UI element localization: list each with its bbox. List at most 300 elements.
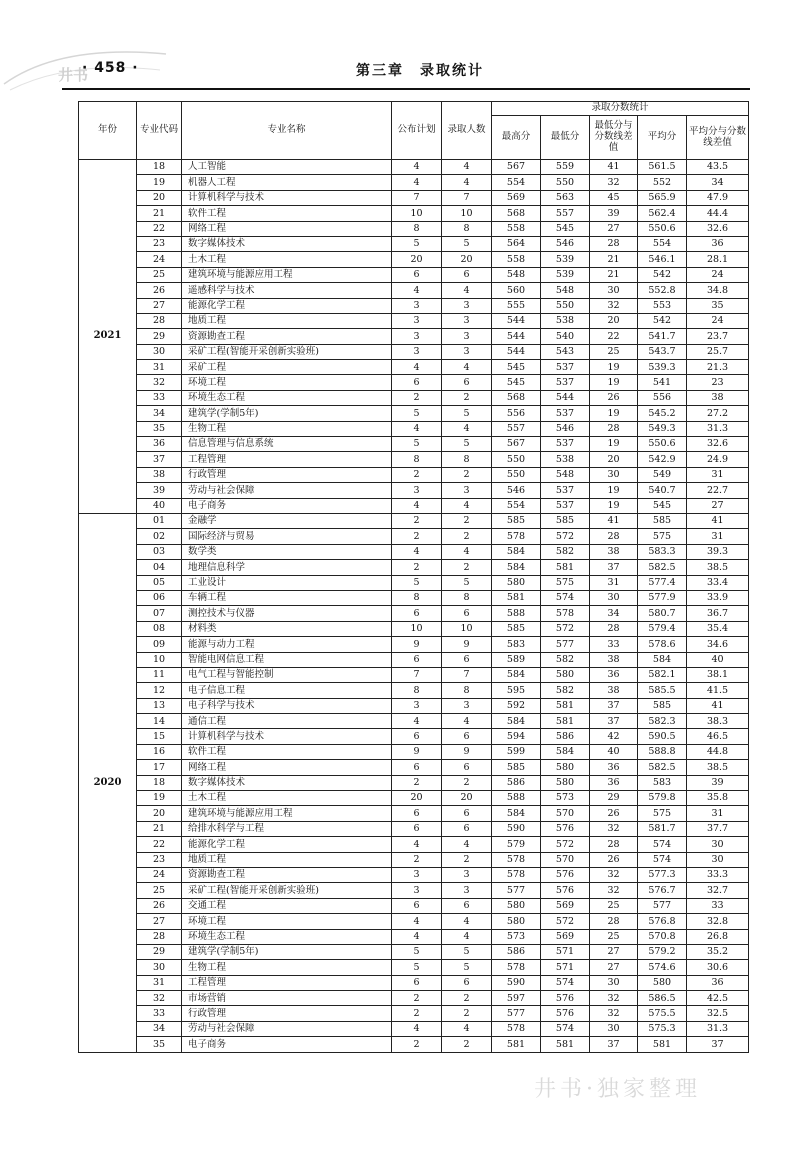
major-code-cell: 33 [137, 390, 182, 405]
major-code-cell: 21 [137, 206, 182, 221]
major-name-cell: 材料类 [182, 621, 392, 636]
major-name-cell: 电子商务 [182, 498, 392, 513]
min-diff-cell: 28 [590, 837, 638, 852]
admitted-cell: 2 [442, 560, 492, 575]
planned-cell: 5 [392, 944, 442, 959]
avg-diff-cell: 36 [687, 975, 749, 990]
chapter-title: 第三章 录取统计 [356, 63, 484, 79]
table-row [79, 175, 749, 190]
table-row [79, 267, 749, 282]
major-code-cell: 30 [137, 344, 182, 359]
avg-score-cell: 577.9 [638, 590, 687, 605]
table-row [79, 791, 749, 806]
major-code-cell: 34 [137, 406, 182, 421]
major-code-cell: 20 [137, 190, 182, 205]
planned-cell: 4 [392, 914, 442, 929]
avg-score-cell: 576.7 [638, 883, 687, 898]
table-row [79, 437, 749, 452]
min-diff-cell: 28 [590, 236, 638, 251]
major-code-cell: 19 [137, 791, 182, 806]
planned-cell: 4 [392, 929, 442, 944]
avg-diff-cell: 43.5 [687, 160, 749, 175]
planned-cell: 4 [392, 160, 442, 175]
table-row [79, 729, 749, 744]
admitted-cell: 6 [442, 821, 492, 836]
major-name-cell: 人工智能 [182, 160, 392, 175]
planned-cell: 2 [392, 560, 442, 575]
planned-cell: 5 [392, 236, 442, 251]
page-number: · 458 · [82, 60, 139, 76]
max-score-cell: 597 [492, 991, 541, 1006]
max-score-cell: 564 [492, 236, 541, 251]
table-row [79, 914, 749, 929]
table-row [79, 714, 749, 729]
table-row [79, 529, 749, 544]
min-diff-cell: 27 [590, 960, 638, 975]
min-diff-cell: 30 [590, 975, 638, 990]
header-planned: 公布计划 [392, 102, 442, 160]
avg-diff-cell: 35.4 [687, 621, 749, 636]
major-code-cell: 16 [137, 744, 182, 759]
major-code-cell: 18 [137, 775, 182, 790]
min-score-cell: 544 [541, 390, 590, 405]
header-score-group: 录取分数统计 [492, 102, 749, 116]
major-code-cell: 30 [137, 960, 182, 975]
min-diff-cell: 37 [590, 714, 638, 729]
major-code-cell: 35 [137, 421, 182, 436]
avg-score-cell: 582.1 [638, 667, 687, 682]
table-row [79, 160, 749, 175]
admitted-cell: 4 [442, 914, 492, 929]
planned-cell: 3 [392, 313, 442, 328]
major-name-cell: 交通工程 [182, 898, 392, 913]
avg-diff-cell: 31.3 [687, 421, 749, 436]
admitted-cell: 5 [442, 960, 492, 975]
major-name-cell: 采矿工程 [182, 360, 392, 375]
table-row [79, 867, 749, 882]
major-code-cell: 08 [137, 621, 182, 636]
min-diff-cell: 34 [590, 606, 638, 621]
max-score-cell: 578 [492, 529, 541, 544]
avg-diff-cell: 28.1 [687, 252, 749, 267]
avg-diff-cell: 44.8 [687, 744, 749, 759]
min-diff-cell: 33 [590, 637, 638, 652]
table-row [79, 221, 749, 236]
table-header [79, 102, 749, 160]
header-avg: 平均分 [638, 116, 687, 160]
table-row [79, 775, 749, 790]
avg-diff-cell: 46.5 [687, 729, 749, 744]
major-name-cell: 工程管理 [182, 452, 392, 467]
table-row [79, 467, 749, 482]
min-diff-cell: 20 [590, 452, 638, 467]
major-name-cell: 计算机科学与技术 [182, 190, 392, 205]
table-body [79, 160, 749, 1053]
max-score-cell: 584 [492, 560, 541, 575]
avg-diff-cell: 36 [687, 236, 749, 251]
major-name-cell: 市场营销 [182, 991, 392, 1006]
table-row [79, 991, 749, 1006]
admitted-cell: 3 [442, 483, 492, 498]
major-code-cell: 23 [137, 236, 182, 251]
table-row [79, 283, 749, 298]
planned-cell: 20 [392, 791, 442, 806]
major-code-cell: 33 [137, 1006, 182, 1021]
avg-diff-cell: 37 [687, 1037, 749, 1052]
major-name-cell: 环境工程 [182, 914, 392, 929]
avg-score-cell: 576.8 [638, 914, 687, 929]
max-score-cell: 584 [492, 667, 541, 682]
major-code-cell: 31 [137, 975, 182, 990]
min-score-cell: 574 [541, 1021, 590, 1036]
planned-cell: 3 [392, 883, 442, 898]
avg-score-cell: 574 [638, 852, 687, 867]
major-name-cell: 建筑学(学制5年) [182, 944, 392, 959]
major-name-cell: 建筑环境与能源应用工程 [182, 267, 392, 282]
max-score-cell: 583 [492, 637, 541, 652]
avg-score-cell: 579.2 [638, 944, 687, 959]
table-row [79, 637, 749, 652]
min-diff-cell: 38 [590, 544, 638, 559]
min-diff-cell: 32 [590, 867, 638, 882]
min-score-cell: 570 [541, 852, 590, 867]
min-diff-cell: 19 [590, 360, 638, 375]
avg-score-cell: 574.6 [638, 960, 687, 975]
major-code-cell: 13 [137, 698, 182, 713]
admitted-cell: 4 [442, 498, 492, 513]
major-name-cell: 采矿工程(智能开采创新实验班) [182, 883, 392, 898]
avg-score-cell: 539.3 [638, 360, 687, 375]
min-diff-cell: 32 [590, 1006, 638, 1021]
min-score-cell: 570 [541, 806, 590, 821]
avg-diff-cell: 27 [687, 498, 749, 513]
major-code-cell: 02 [137, 529, 182, 544]
avg-diff-cell: 30.6 [687, 960, 749, 975]
admitted-cell: 4 [442, 283, 492, 298]
min-diff-cell: 38 [590, 683, 638, 698]
admitted-cell: 6 [442, 975, 492, 990]
avg-diff-cell: 44.4 [687, 206, 749, 221]
min-score-cell: 572 [541, 529, 590, 544]
max-score-cell: 580 [492, 914, 541, 929]
planned-cell: 5 [392, 575, 442, 590]
avg-score-cell: 541.7 [638, 329, 687, 344]
avg-diff-cell: 35 [687, 298, 749, 313]
major-code-cell: 25 [137, 267, 182, 282]
admitted-cell: 20 [442, 252, 492, 267]
major-code-cell: 31 [137, 360, 182, 375]
major-code-cell: 29 [137, 329, 182, 344]
min-score-cell: 574 [541, 590, 590, 605]
major-code-cell: 05 [137, 575, 182, 590]
admitted-cell: 5 [442, 575, 492, 590]
major-name-cell: 土木工程 [182, 791, 392, 806]
avg-score-cell: 577.4 [638, 575, 687, 590]
major-code-cell: 12 [137, 683, 182, 698]
avg-score-cell: 580 [638, 975, 687, 990]
major-code-cell: 09 [137, 637, 182, 652]
major-name-cell: 劳动与社会保障 [182, 483, 392, 498]
admitted-cell: 2 [442, 529, 492, 544]
admitted-cell: 7 [442, 190, 492, 205]
header-year: 年份 [79, 102, 137, 160]
planned-cell: 4 [392, 283, 442, 298]
planned-cell: 3 [392, 483, 442, 498]
avg-score-cell: 549 [638, 467, 687, 482]
planned-cell: 6 [392, 652, 442, 667]
major-name-cell: 遥感科学与技术 [182, 283, 392, 298]
major-name-cell: 软件工程 [182, 744, 392, 759]
major-name-cell: 建筑环境与能源应用工程 [182, 806, 392, 821]
table-row [79, 513, 749, 528]
max-score-cell: 578 [492, 867, 541, 882]
table-row [79, 452, 749, 467]
max-score-cell: 573 [492, 929, 541, 944]
max-score-cell: 577 [492, 1006, 541, 1021]
planned-cell: 4 [392, 498, 442, 513]
avg-diff-cell: 37.7 [687, 821, 749, 836]
avg-diff-cell: 47.9 [687, 190, 749, 205]
max-score-cell: 569 [492, 190, 541, 205]
min-diff-cell: 30 [590, 467, 638, 482]
min-score-cell: 581 [541, 714, 590, 729]
min-score-cell: 582 [541, 683, 590, 698]
min-diff-cell: 31 [590, 575, 638, 590]
max-score-cell: 577 [492, 883, 541, 898]
min-diff-cell: 19 [590, 498, 638, 513]
min-score-cell: 576 [541, 867, 590, 882]
avg-score-cell: 583.3 [638, 544, 687, 559]
min-diff-cell: 32 [590, 298, 638, 313]
admitted-cell: 10 [442, 206, 492, 221]
min-diff-cell: 28 [590, 914, 638, 929]
max-score-cell: 588 [492, 606, 541, 621]
avg-diff-cell: 38.5 [687, 760, 749, 775]
major-name-cell: 地质工程 [182, 313, 392, 328]
major-code-cell: 36 [137, 437, 182, 452]
min-score-cell: 580 [541, 667, 590, 682]
major-name-cell: 通信工程 [182, 714, 392, 729]
min-diff-cell: 38 [590, 652, 638, 667]
avg-diff-cell: 34.6 [687, 637, 749, 652]
min-diff-cell: 26 [590, 390, 638, 405]
major-code-cell: 28 [137, 929, 182, 944]
planned-cell: 3 [392, 867, 442, 882]
major-code-cell: 40 [137, 498, 182, 513]
major-code-cell: 28 [137, 313, 182, 328]
min-diff-cell: 30 [590, 590, 638, 605]
min-diff-cell: 30 [590, 283, 638, 298]
table-row [79, 821, 749, 836]
planned-cell: 5 [392, 960, 442, 975]
avg-diff-cell: 25.7 [687, 344, 749, 359]
max-score-cell: 558 [492, 252, 541, 267]
avg-diff-cell: 42.5 [687, 991, 749, 1006]
avg-score-cell: 588.8 [638, 744, 687, 759]
avg-diff-cell: 33.4 [687, 575, 749, 590]
min-score-cell: 540 [541, 329, 590, 344]
planned-cell: 4 [392, 360, 442, 375]
table-row [79, 498, 749, 513]
avg-score-cell: 554 [638, 236, 687, 251]
avg-score-cell: 577 [638, 898, 687, 913]
planned-cell: 6 [392, 729, 442, 744]
table-row [79, 1037, 749, 1052]
max-score-cell: 544 [492, 313, 541, 328]
min-diff-cell: 40 [590, 744, 638, 759]
planned-cell: 8 [392, 683, 442, 698]
major-code-cell: 26 [137, 283, 182, 298]
table-row [79, 313, 749, 328]
table-row [79, 883, 749, 898]
min-score-cell: 539 [541, 267, 590, 282]
admitted-cell: 6 [442, 898, 492, 913]
min-score-cell: 576 [541, 1006, 590, 1021]
avg-diff-cell: 33.9 [687, 590, 749, 605]
table-row [79, 621, 749, 636]
min-diff-cell: 39 [590, 206, 638, 221]
avg-diff-cell: 38 [687, 390, 749, 405]
avg-score-cell: 586.5 [638, 991, 687, 1006]
admitted-cell: 5 [442, 236, 492, 251]
table-row [79, 606, 749, 621]
admitted-cell: 3 [442, 344, 492, 359]
avg-score-cell: 542 [638, 267, 687, 282]
min-score-cell: 548 [541, 467, 590, 482]
max-score-cell: 578 [492, 960, 541, 975]
major-code-cell: 26 [137, 898, 182, 913]
min-diff-cell: 19 [590, 406, 638, 421]
page-header [62, 54, 750, 90]
planned-cell: 20 [392, 252, 442, 267]
major-code-cell: 17 [137, 760, 182, 775]
table-row [79, 929, 749, 944]
min-diff-cell: 25 [590, 898, 638, 913]
major-name-cell: 电子科学与技术 [182, 698, 392, 713]
max-score-cell: 585 [492, 760, 541, 775]
major-code-cell: 19 [137, 175, 182, 190]
max-score-cell: 568 [492, 206, 541, 221]
major-code-cell: 35 [137, 1037, 182, 1052]
max-score-cell: 578 [492, 1021, 541, 1036]
min-diff-cell: 30 [590, 1021, 638, 1036]
avg-diff-cell: 32.7 [687, 883, 749, 898]
planned-cell: 6 [392, 975, 442, 990]
max-score-cell: 581 [492, 1037, 541, 1052]
footer-watermark: 井书·独家整理 [534, 1077, 701, 1102]
min-score-cell: 573 [541, 791, 590, 806]
avg-diff-cell: 34.8 [687, 283, 749, 298]
major-code-cell: 03 [137, 544, 182, 559]
max-score-cell: 558 [492, 221, 541, 236]
table-row [79, 667, 749, 682]
avg-diff-cell: 30 [687, 837, 749, 852]
max-score-cell: 588 [492, 791, 541, 806]
planned-cell: 5 [392, 437, 442, 452]
min-diff-cell: 36 [590, 760, 638, 775]
max-score-cell: 590 [492, 975, 541, 990]
major-name-cell: 行政管理 [182, 467, 392, 482]
admitted-cell: 4 [442, 175, 492, 190]
min-score-cell: 576 [541, 991, 590, 1006]
admitted-cell: 6 [442, 760, 492, 775]
min-score-cell: 537 [541, 360, 590, 375]
admitted-cell: 4 [442, 421, 492, 436]
avg-score-cell: 546.1 [638, 252, 687, 267]
avg-score-cell: 550.6 [638, 437, 687, 452]
table-row [79, 683, 749, 698]
min-diff-cell: 26 [590, 806, 638, 821]
header-major-name: 专业名称 [182, 102, 392, 160]
avg-diff-cell: 22.7 [687, 483, 749, 498]
avg-diff-cell: 24 [687, 267, 749, 282]
header-major-code: 专业代码 [137, 102, 182, 160]
max-score-cell: 550 [492, 452, 541, 467]
avg-score-cell: 550.6 [638, 221, 687, 236]
major-code-cell: 39 [137, 483, 182, 498]
max-score-cell: 545 [492, 375, 541, 390]
max-score-cell: 584 [492, 806, 541, 821]
avg-score-cell: 543.7 [638, 344, 687, 359]
major-code-cell: 24 [137, 867, 182, 882]
avg-score-cell: 579.4 [638, 621, 687, 636]
max-score-cell: 585 [492, 621, 541, 636]
min-diff-cell: 42 [590, 729, 638, 744]
planned-cell: 10 [392, 621, 442, 636]
min-score-cell: 571 [541, 960, 590, 975]
avg-diff-cell: 39 [687, 775, 749, 790]
major-name-cell: 车辆工程 [182, 590, 392, 605]
min-score-cell: 537 [541, 406, 590, 421]
admitted-cell: 4 [442, 160, 492, 175]
min-diff-cell: 32 [590, 991, 638, 1006]
min-diff-cell: 37 [590, 698, 638, 713]
avg-diff-cell: 41.5 [687, 683, 749, 698]
max-score-cell: 548 [492, 267, 541, 282]
table-row [79, 944, 749, 959]
table-row [79, 806, 749, 821]
min-score-cell: 578 [541, 606, 590, 621]
table-row [79, 483, 749, 498]
admitted-cell: 3 [442, 329, 492, 344]
table-row [79, 744, 749, 759]
avg-diff-cell: 26.8 [687, 929, 749, 944]
major-name-cell: 网络工程 [182, 760, 392, 775]
admitted-cell: 9 [442, 637, 492, 652]
table-row [79, 760, 749, 775]
max-score-cell: 599 [492, 744, 541, 759]
max-score-cell: 584 [492, 714, 541, 729]
min-score-cell: 538 [541, 452, 590, 467]
admitted-cell: 3 [442, 298, 492, 313]
table-row [79, 329, 749, 344]
min-score-cell: 537 [541, 437, 590, 452]
min-score-cell: 572 [541, 621, 590, 636]
avg-score-cell: 582.5 [638, 560, 687, 575]
major-name-cell: 计算机科学与技术 [182, 729, 392, 744]
max-score-cell: 556 [492, 406, 541, 421]
year-cell: 2021 [79, 160, 137, 514]
avg-diff-cell: 35.8 [687, 791, 749, 806]
max-score-cell: 592 [492, 698, 541, 713]
planned-cell: 6 [392, 898, 442, 913]
table-row [79, 1006, 749, 1021]
table-row [79, 575, 749, 590]
min-diff-cell: 27 [590, 944, 638, 959]
max-score-cell: 589 [492, 652, 541, 667]
planned-cell: 4 [392, 421, 442, 436]
avg-score-cell: 585 [638, 513, 687, 528]
